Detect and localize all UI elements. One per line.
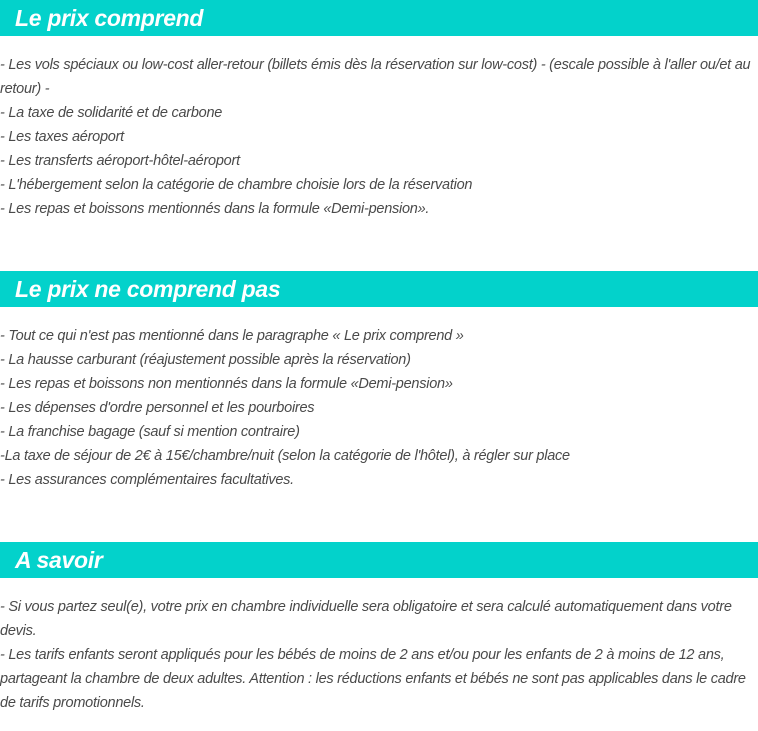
list-item: -La taxe de séjour de 2€ à 15€/chambre/nuit (selon la catégorie de l'hôtel), à régler sur place bbox=[0, 448, 570, 464]
list-item: - Les vols spéciaux ou low-cost aller-retour (billets émis dès la réservation sur low-cost) - (escale possible à l'aller ou/et au retour) - bbox=[0, 57, 751, 97]
list-item: - Les dépenses d'ordre personnel et les pourboires bbox=[0, 400, 315, 416]
section-title-price-excludes: Le prix ne comprend pas bbox=[0, 271, 758, 307]
list-item: - Si vous partez seul(e), votre prix en chambre individuelle sera obligatoire et sera calculé automatiquement dans votre devis. bbox=[0, 599, 732, 639]
price-includes-list bbox=[0, 53, 758, 221]
list-item: - Les tarifs enfants seront appliqués pour les bébés de moins de 2 ans et/ou pour les enfants de 2 à moins de 12 ans, partageant la chambre de deux adultes. Attention : les réductions enfants et bébés ne sont pas applicables dans le cadre de tarifs promotionnels. bbox=[0, 647, 746, 711]
list-item: - La franchise bagage (sauf si mention contraire) bbox=[0, 424, 300, 440]
list-item: - Les taxes aéroport bbox=[0, 129, 124, 145]
section-title-price-includes: Le prix comprend bbox=[0, 0, 758, 36]
list-item: - L'hébergement selon la catégorie de chambre choisie lors de la réservation bbox=[0, 177, 473, 193]
good-to-know-list bbox=[0, 595, 758, 715]
list-item: - La hausse carburant (réajustement possible après la réservation) bbox=[0, 352, 411, 368]
list-item: - Les repas et boissons mentionnés dans la formule «Demi-pension». bbox=[0, 201, 430, 217]
section-title-good-to-know: A savoir bbox=[0, 542, 758, 578]
list-item: - Les repas et boissons non mentionnés dans la formule «Demi-pension» bbox=[0, 376, 453, 392]
list-item: - La taxe de solidarité et de carbone bbox=[0, 105, 223, 121]
list-item: - Les assurances complémentaires facultatives. bbox=[0, 472, 294, 488]
price-excludes-list bbox=[0, 324, 758, 492]
list-item: - Les transferts aéroport-hôtel-aéroport bbox=[0, 153, 240, 169]
list-item: - Tout ce qui n'est pas mentionné dans le paragraphe « Le prix comprend » bbox=[0, 328, 464, 344]
